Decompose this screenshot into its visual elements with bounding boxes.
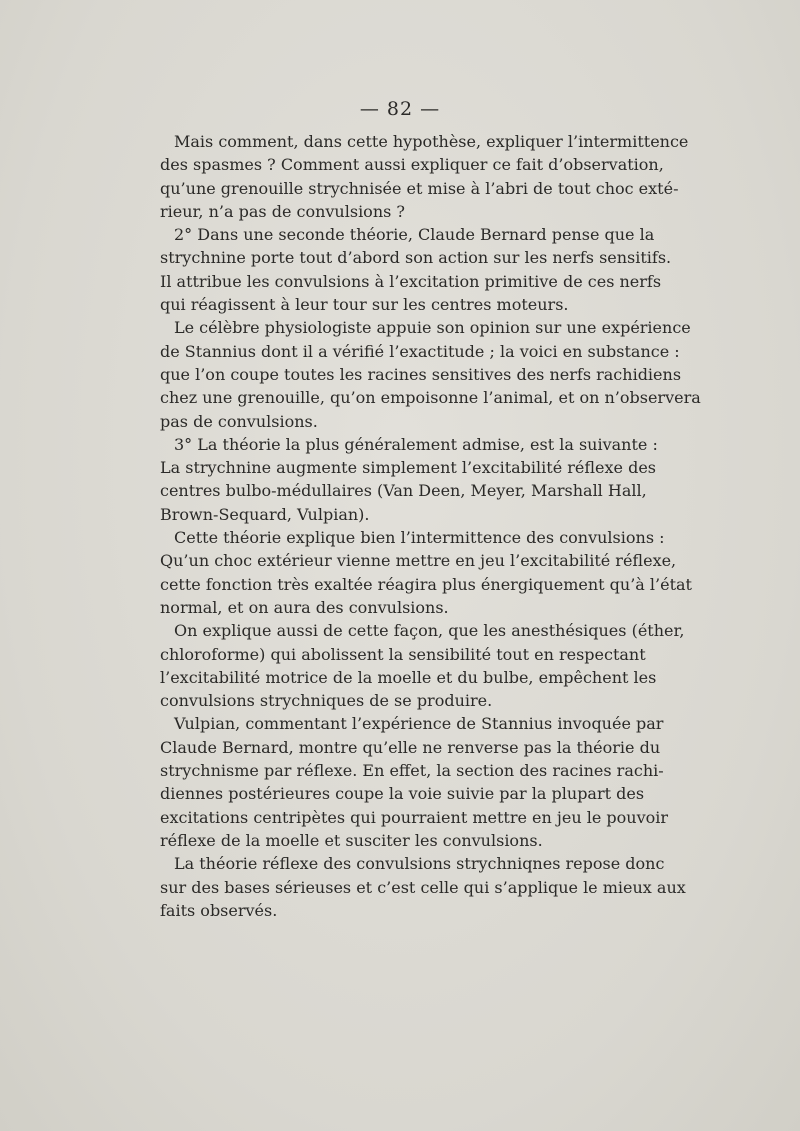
text-line: chloroforme) qui abolissent la sensibilité tout en respectant — [160, 644, 646, 664]
text-line: Cette théorie explique bien l’intermittence des convulsions : — [174, 528, 665, 548]
text-line: Il attribue les convulsions à l’excitation primitive de ces nerfs — [160, 271, 662, 291]
text-line: que l’on coupe toutes les racines sensitives des nerfs rachidiens — [160, 364, 682, 384]
text-line: chez une grenouille, qu’on empoisonne l’animal, et on n’observera — [160, 388, 701, 408]
text-line: réflexe de la moelle et susciter les convulsions. — [160, 830, 543, 850]
text-line: cette fonction très exaltée réagira plus énergiquement qu’à l’état — [160, 574, 692, 594]
text-line: qu’une grenouille strychnisée et mise à l’abri de tout choc exté- — [160, 178, 679, 198]
text-line: diennes postérieures coupe la voie suivie par la plupart des — [160, 784, 645, 804]
body-text — [160, 130, 701, 922]
text-line: strychnisme par réflexe. En effet, la section des racines rachi- — [160, 761, 664, 781]
text-line: normal, et on aura des convulsions. — [160, 597, 449, 617]
text-line: l’excitabilité motrice de la moelle et du bulbe, empêchent les — [160, 667, 657, 687]
text-line: de Stannius dont il a vérifié l’exactitude ; la voici en substance : — [160, 341, 680, 361]
text-line: Brown-Sequard, Vulpian). — [160, 504, 370, 524]
text-line: des spasmes ? Comment aussi expliquer ce fait d’observation, — [160, 155, 664, 175]
text-line: On explique aussi de cette façon, que les anesthésiques (éther, — [174, 621, 685, 641]
text-line: excitations centripètes qui pourraient mettre en jeu le pouvoir — [160, 807, 668, 827]
text-line: qui réagissent à leur tour sur les centres moteurs. — [160, 295, 569, 315]
text-line: centres bulbo-médullaires (Van Deen, Meyer, Marshall Hall, — [160, 481, 647, 501]
text-line: faits observés. — [160, 900, 278, 920]
text-line: Mais comment, dans cette hypothèse, expliquer l’intermittence — [174, 132, 689, 151]
text-line: Vulpian, commentant l’expérience de Stannius invoquée par — [174, 714, 664, 734]
text-line: Qu’un choc extérieur vienne mettre en jeu l’excitabilité réflexe, — [160, 551, 677, 571]
text-line: rieur, n’a pas de convulsions ? — [160, 201, 405, 221]
page-number: — 82 — — [359, 98, 441, 120]
text-line: 3° La théorie la plus généralement admise, est la suivante : — [174, 434, 658, 454]
text-line: Le célèbre physiologiste appuie son opinion sur une expérience — [174, 318, 691, 338]
text-line: 2° Dans une seconde théorie, Claude Bernard pense que la — [174, 225, 655, 245]
text-line: pas de convulsions. — [160, 411, 318, 431]
text-line: sur des bases sérieuses et c’est celle qui s’applique le mieux aux — [160, 877, 686, 897]
text-line: Claude Bernard, montre qu’elle ne renverse pas la théorie du — [160, 737, 661, 757]
text-line: strychnine porte tout d’abord son action sur les nerfs sensitifs. — [160, 248, 672, 268]
text-line: La strychnine augmente simplement l’excitabilité réflexe des — [160, 458, 657, 478]
text-line: La théorie réflexe des convulsions strychniqnes repose donc — [174, 854, 665, 874]
text-line: convulsions strychniques de se produire. — [160, 691, 493, 711]
